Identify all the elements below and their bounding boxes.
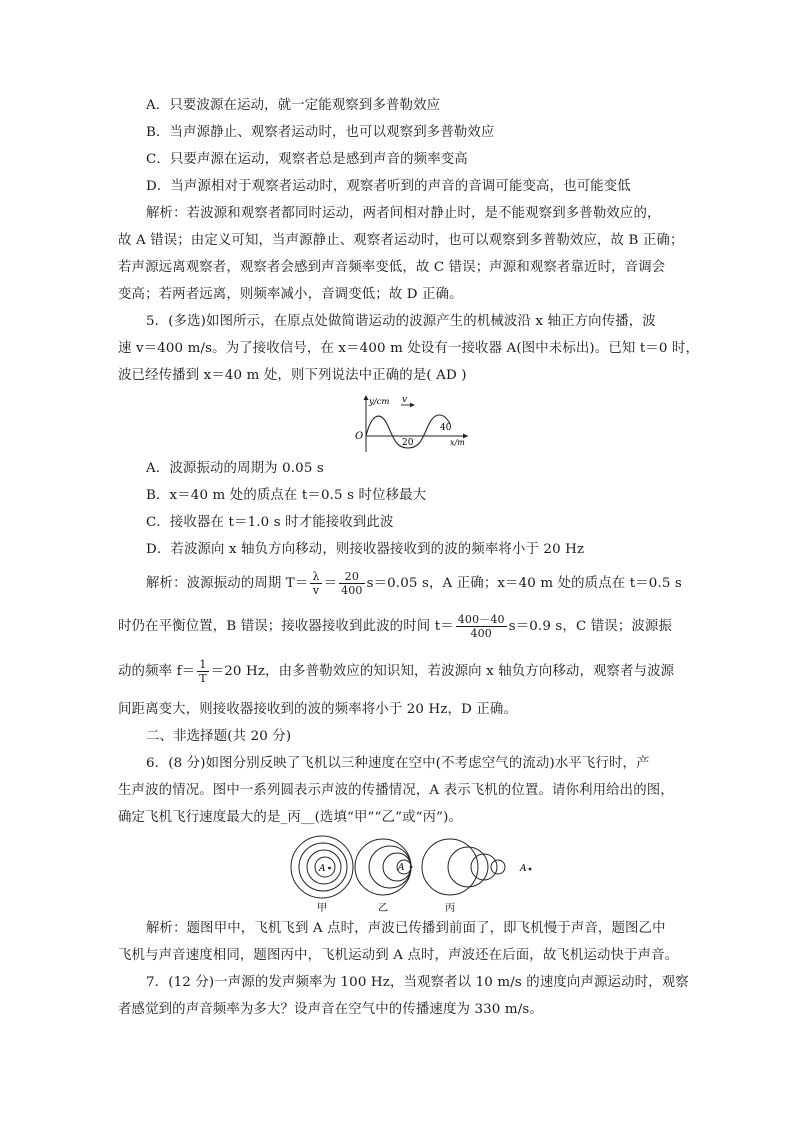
- q4-analysis-line-1: 解析：若波源和观察者都同时运动，两者间相对静止时，是不能观察到多普勒效应的，: [146, 206, 661, 221]
- q4-analysis-line-3: 若声源远离观察者，观察者会感到声音频率变低，故 C 错误；声源和观察者靠近时，音调会: [118, 260, 666, 275]
- q4-option-a: A．只要波源在运动，就一定能观察到多普勒效应: [146, 98, 441, 113]
- q7-stem-line-2: 者感觉到的声音频率为多大？设声音在空气中的传播速度为 330 m/s。: [118, 1002, 543, 1017]
- y-axis-arrow: [364, 395, 369, 400]
- x-axis-label: x/m: [450, 438, 465, 447]
- diagram-label-yi: 乙: [378, 903, 388, 914]
- wave-circle: [491, 860, 505, 874]
- q5-analysis-3-post: ＝20 Hz，由多普勒效应的知识知，若波源向 x 轴负方向移动，观察者与波源: [210, 664, 675, 679]
- plane-position-dot: [328, 867, 331, 870]
- origin-label: O: [355, 431, 364, 442]
- section-heading: 二、非选择题(共 20 分): [146, 729, 292, 744]
- q5-analysis-line-1: [146, 568, 682, 600]
- q5-analysis-2-post: s＝0.9 s，C 错误；波源振: [508, 619, 673, 634]
- fraction-denominator: 400: [341, 584, 363, 597]
- diagram-label-jia: 甲: [317, 903, 327, 914]
- fraction-numerator: λ: [312, 570, 320, 583]
- velocity-label: v: [402, 395, 408, 405]
- fraction-20-over-400: [339, 570, 364, 597]
- diagram-bing: [422, 839, 531, 914]
- q5-stem-line-3: 波已经传播到 x＝40 m 处，则下列说法中正确的是( AD ): [118, 368, 467, 383]
- plane-label-a: A: [319, 864, 326, 874]
- fraction-numerator: 1: [197, 658, 209, 672]
- q6-stem-line-1: 6．(8 分)如图分别反映了飞机以三种速度在空中(不考虑空气的流动)水平飞行时，产: [146, 756, 650, 771]
- fraction-denominator: 400: [470, 627, 492, 640]
- plane-position-dot: [410, 866, 413, 869]
- q5-analysis-3-pre: 动的频率 f＝: [118, 664, 196, 679]
- q5-option-d: D．若波源向 x 轴负方向移动，则接收器接收到的波的频率将小于 20 Hz: [146, 542, 585, 557]
- diagram-yi: [355, 839, 412, 914]
- q5-stem-line-1: 5．(多选)如图所示，在原点处做简谐运动的波源产生的机械波沿 x 轴正方向传播，波: [146, 314, 656, 329]
- q5-analysis-line-3: [118, 656, 674, 688]
- velocity-arrowhead: [410, 403, 415, 407]
- q7-stem-line-1: 7．(12 分)一声源的发声频率为 100 Hz，当观察者以 10 m/s 的速度向声源运动时，观察: [146, 975, 689, 990]
- q5-analysis-line-4: 间距离变大，则接收器接收到的波的频率将小于 20 Hz，D 正确。: [118, 702, 517, 717]
- q5-analysis-line-2: [118, 611, 672, 643]
- q5-stem-line-2: 速 v＝400 m/s。为了接收信号，在 x＝400 m 处设有一接收器 A(图中未标出)。已知 t＝0 时，: [118, 341, 700, 356]
- fraction-numerator: 400－40: [457, 613, 505, 626]
- fraction-denominator: v: [312, 584, 320, 597]
- q5-option-b: B．x＝40 m 处的质点在 t＝0.5 s 时位移最大: [146, 488, 427, 503]
- q4-option-c: C．只要声源在运动，观察者总是感到声音的频率变高: [146, 152, 468, 167]
- q6-analysis-line-1: 解析：题图甲中，飞机飞到 A 点时，声波已传播到前面了，即飞机慢于声音，题图乙中: [146, 921, 666, 936]
- q5-analysis-1-eq: ＝: [323, 576, 338, 591]
- wave-circle: [369, 846, 411, 888]
- diagram-jia: [291, 836, 353, 914]
- q6-analysis-line-2: 飞机与声音速度相同，题图丙中，飞机运动到 A 点时，声波还在后面，故飞机运动快于声音。: [118, 948, 679, 963]
- tick-label-20: 20: [402, 438, 414, 448]
- fraction-360-over-400: [456, 613, 507, 640]
- q4-option-d: D．当声源相对于观察者运动时，观察者听到的声音的音调可能变高，也可能变低: [146, 179, 631, 194]
- plane-label-a: A: [520, 864, 527, 874]
- wave-circle: [448, 847, 488, 887]
- q4-analysis-line-4: 变高；若两者远离，则频率减小，音调变低；故 D 正确。: [118, 287, 463, 302]
- tick-label-40: 40: [440, 423, 452, 433]
- fraction-numerator: 20: [339, 570, 364, 584]
- q4-analysis-line-2: 故 A 错误；由定义可知，当声源静止、观察者运动时，也可以观察到多普勒效应，故 B 正确；: [118, 233, 684, 248]
- q4-option-b: B．当声源静止、观察者运动时，也可以观察到多普勒效应: [146, 125, 495, 140]
- q5-analysis-1-pre: 解析：波源振动的周期 T＝: [146, 576, 309, 591]
- plane-label-a: A: [398, 863, 405, 873]
- diagram-label-bing: 丙: [445, 903, 455, 914]
- fraction-denominator: T: [199, 672, 207, 685]
- fraction-lambda-over-v: [310, 570, 321, 597]
- q5-option-a: A．波源振动的周期为 0.05 s: [146, 461, 324, 476]
- plane-position-dot: [529, 868, 532, 871]
- fraction-1-over-t: [197, 658, 209, 685]
- q5-option-c: C．接收器在 t＝1.0 s 时才能接收到此波: [146, 515, 394, 530]
- wave-circle: [471, 854, 497, 880]
- q5-analysis-1-post: s＝0.05 s，A 正确；x＝40 m 处的质点在 t＝0.5 s: [366, 576, 682, 591]
- q6-soundwave-figure: [280, 834, 542, 916]
- q5-analysis-2-pre: 时仍在平衡位置，B 错误；接收器接收到此波的时间 t＝: [118, 619, 454, 634]
- y-axis-label: y/cm: [369, 397, 390, 407]
- q6-stem-line-3: 确定飞机飞行速度最大的是_丙__(选填“甲”“乙”或“丙”)。: [118, 810, 463, 825]
- q6-stem-line-2: 生声波的情况。图中一系列圆表示声波的传播情况，A 表示飞机的位置。请你利用给出的图，: [118, 783, 674, 798]
- q5-wave-figure: [350, 392, 480, 454]
